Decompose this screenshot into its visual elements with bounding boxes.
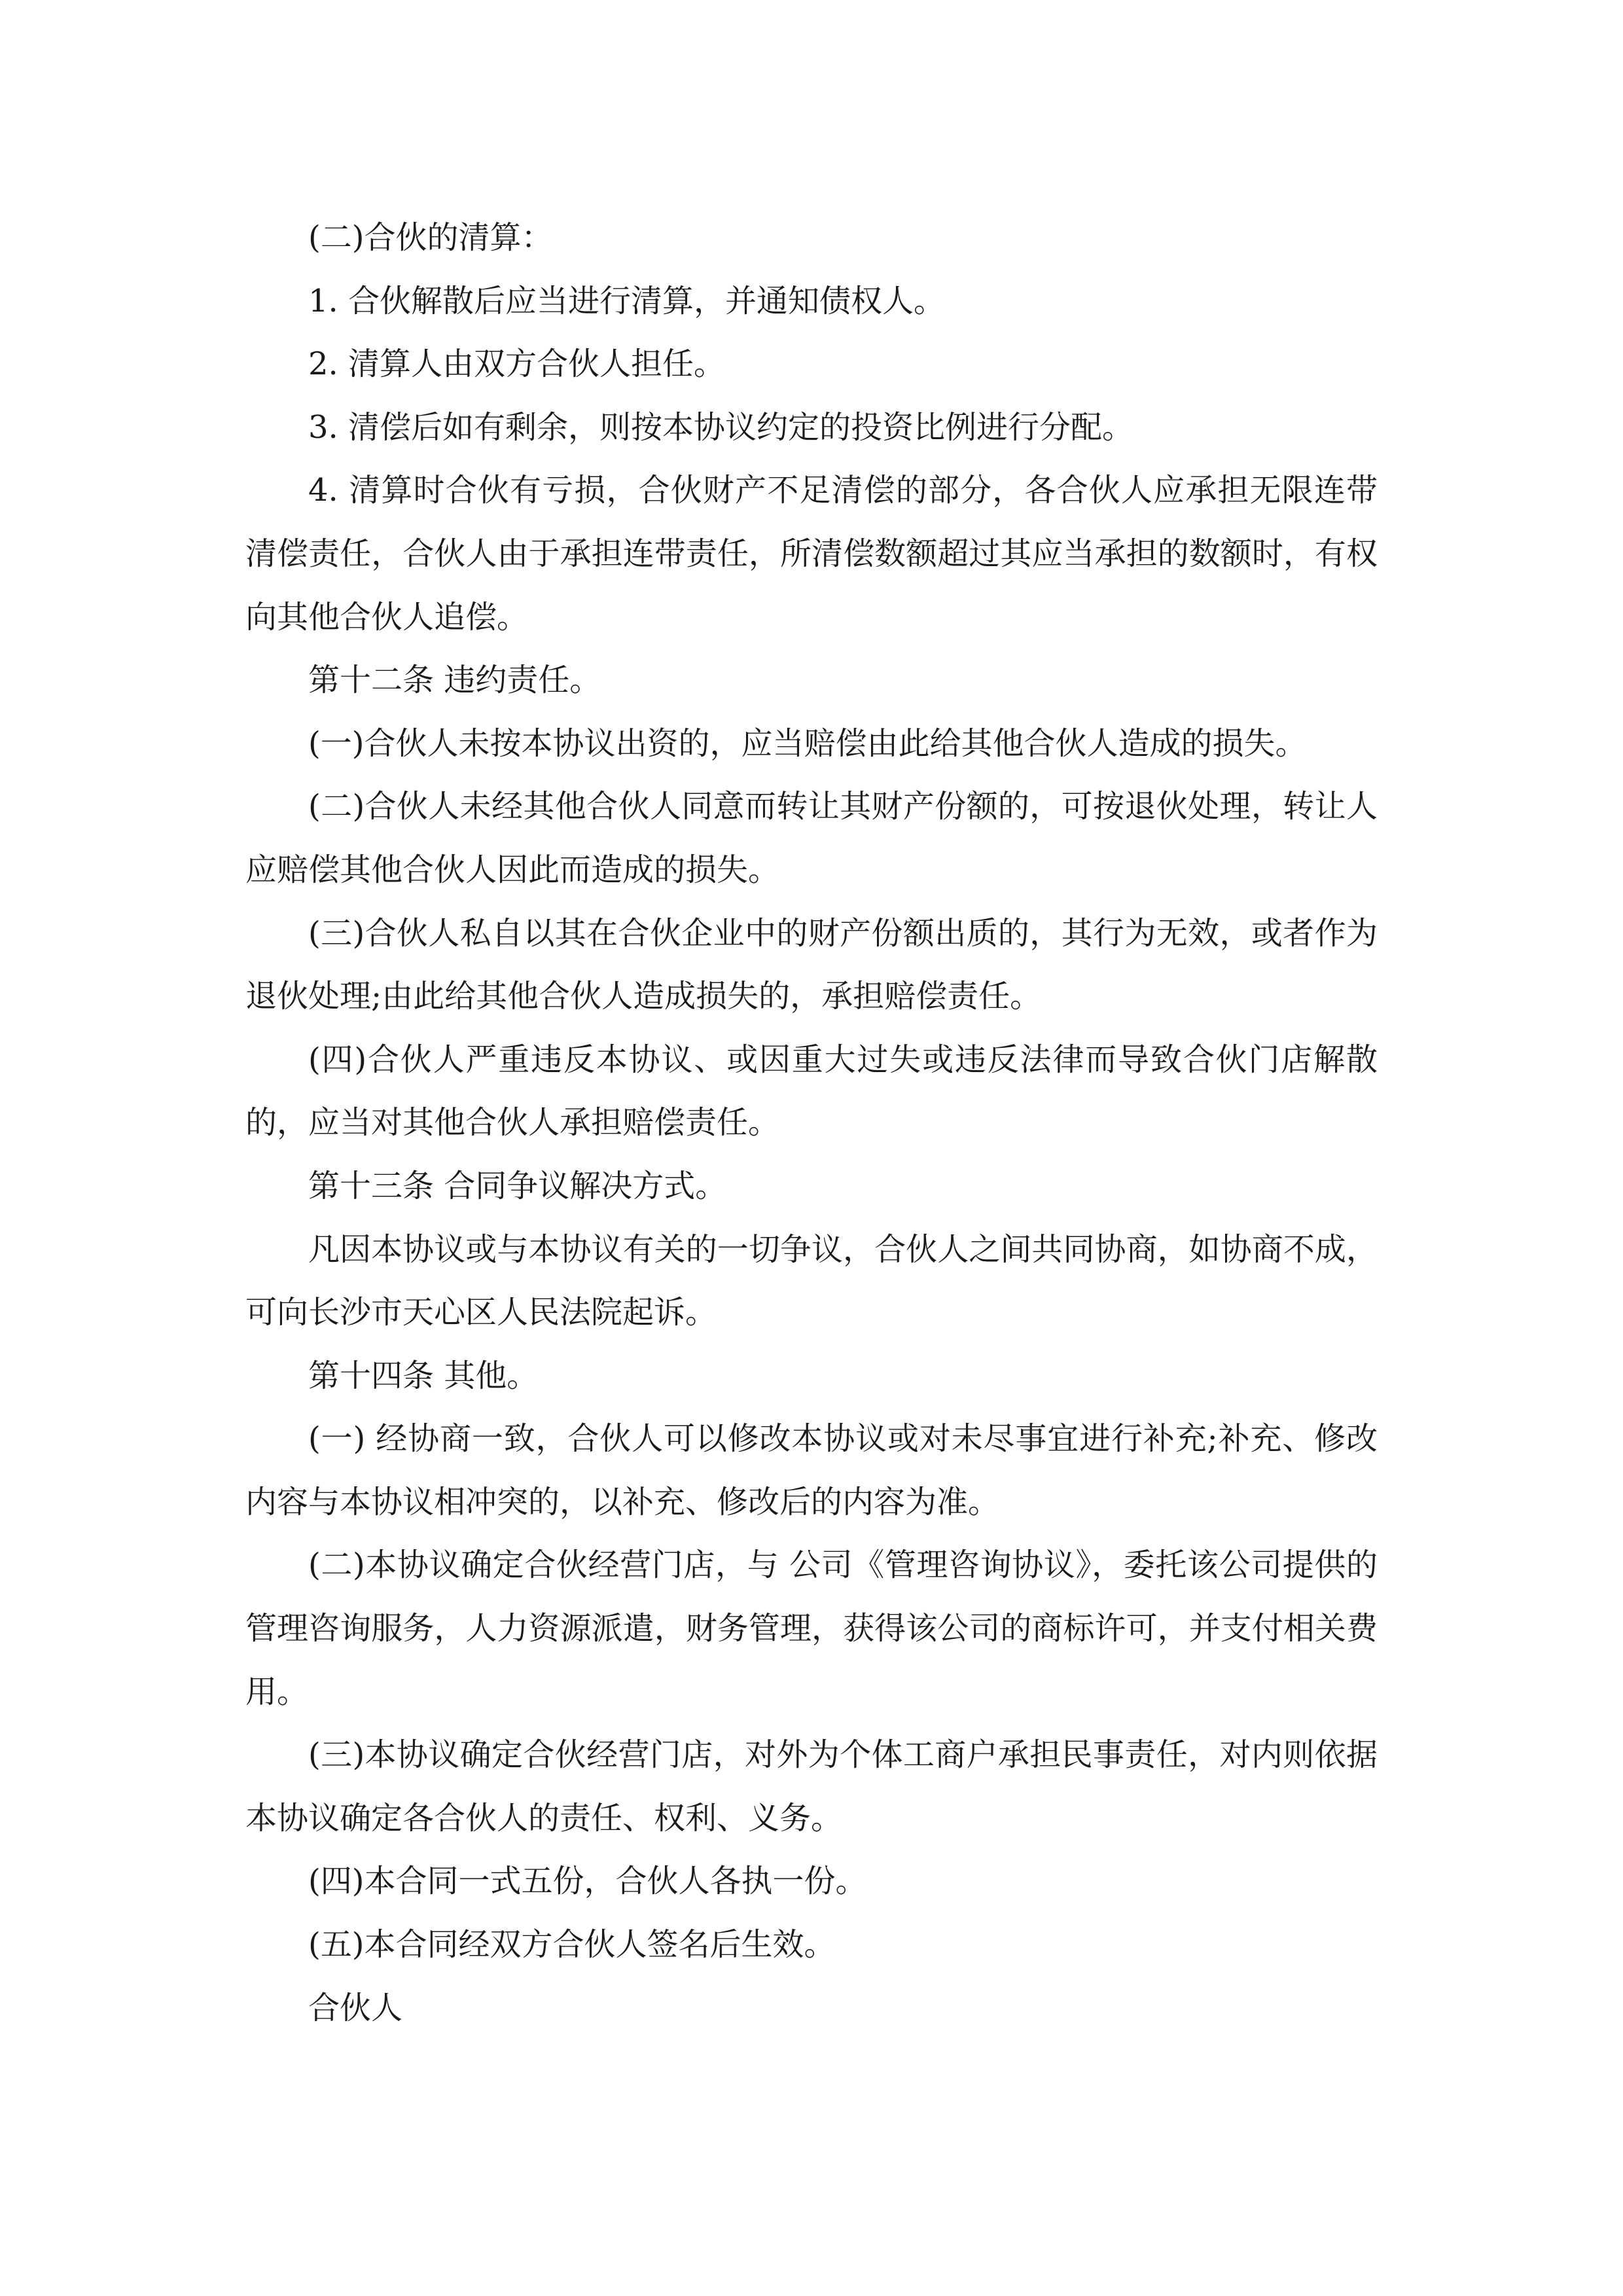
article-13-heading: 第十三条 合同争议解决方式。 [308, 1167, 727, 1204]
paragraph-liquidation-item-2: 2. 清算人由双方合伙人担任。 [308, 346, 726, 383]
paragraph-other-5: (五)本合同经双方合伙人签名后生效。 [308, 1926, 836, 1964]
signature-label: 合伙人 [308, 1989, 403, 2026]
paragraph-breach-3: (三)合伙人私自以其在合伙企业中的财产份额出质的，其行为无效，或者作为退伙处理;由此给其他合伙人造成损失的，承担赔偿责任。 [245, 914, 1378, 1015]
document-body [245, 206, 1378, 2039]
paragraph-breach-2: (二)合伙人未经其他合伙人同意而转让其财产份额的，可按退伙处理，转让人应赔偿其他合伙人因此而造成的损失。 [245, 788, 1378, 888]
paragraph-liquidation-item-3: 3. 清偿后如有剩余，则按本协议约定的投资比例进行分配。 [308, 408, 1134, 446]
paragraph-other-4: (四)本合同一式五份，合伙人各执一份。 [308, 1863, 867, 1900]
paragraph-breach-4: (四)合伙人严重违反本协议、或因重大过失或违反法律而导致合伙门店解散的，应当对其他合伙人承担赔偿责任。 [245, 1041, 1378, 1141]
paragraph-liquidation-item-1: 1. 合伙解散后应当进行清算，并通知债权人。 [308, 282, 946, 319]
paragraph-other-3: (三)本协议确定合伙经营门店，对外为个体工商户承担民事责任，对内则依据本协议确定各合伙人的责任、权利、义务。 [245, 1736, 1378, 1837]
article-12-heading: 第十二条 违约责任。 [308, 662, 601, 699]
article-14-heading: 第十四条 其他。 [308, 1357, 539, 1394]
paragraph-dispute: 凡因本协议或与本协议有关的一切争议，合伙人之间共同协商，如协商不成，可向长沙市天心区人民法院起诉。 [245, 1230, 1378, 1331]
paragraph-other-1: (一) 经协商一致，合伙人可以修改本协议或对未尽事宜进行补充;补充、修改内容与本协议相冲突的，以补充、修改后的内容为准。 [245, 1420, 1378, 1520]
paragraph-other-2: (二)本协议确定合伙经营门店，与 公司《管理咨询协议》，委托该公司提供的管理咨询服务，人力资源派遣，财务管理，获得该公司的商标许可，并支付相关费用。 [245, 1547, 1378, 1710]
paragraph-breach-1: (一)合伙人未按本协议出资的，应当赔偿由此给其他合伙人造成的损失。 [308, 725, 1307, 762]
paragraph-liquidation-heading: (二)合伙的清算： [308, 219, 553, 256]
paragraph-liquidation-item-4: 4. 清算时合伙有亏损，合伙财产不足清偿的部分，各合伙人应承担无限连带清偿责任，合伙人由于承担连带责任，所清偿数额超过其应当承担的数额时，有权向其他合伙人追偿。 [245, 472, 1378, 636]
